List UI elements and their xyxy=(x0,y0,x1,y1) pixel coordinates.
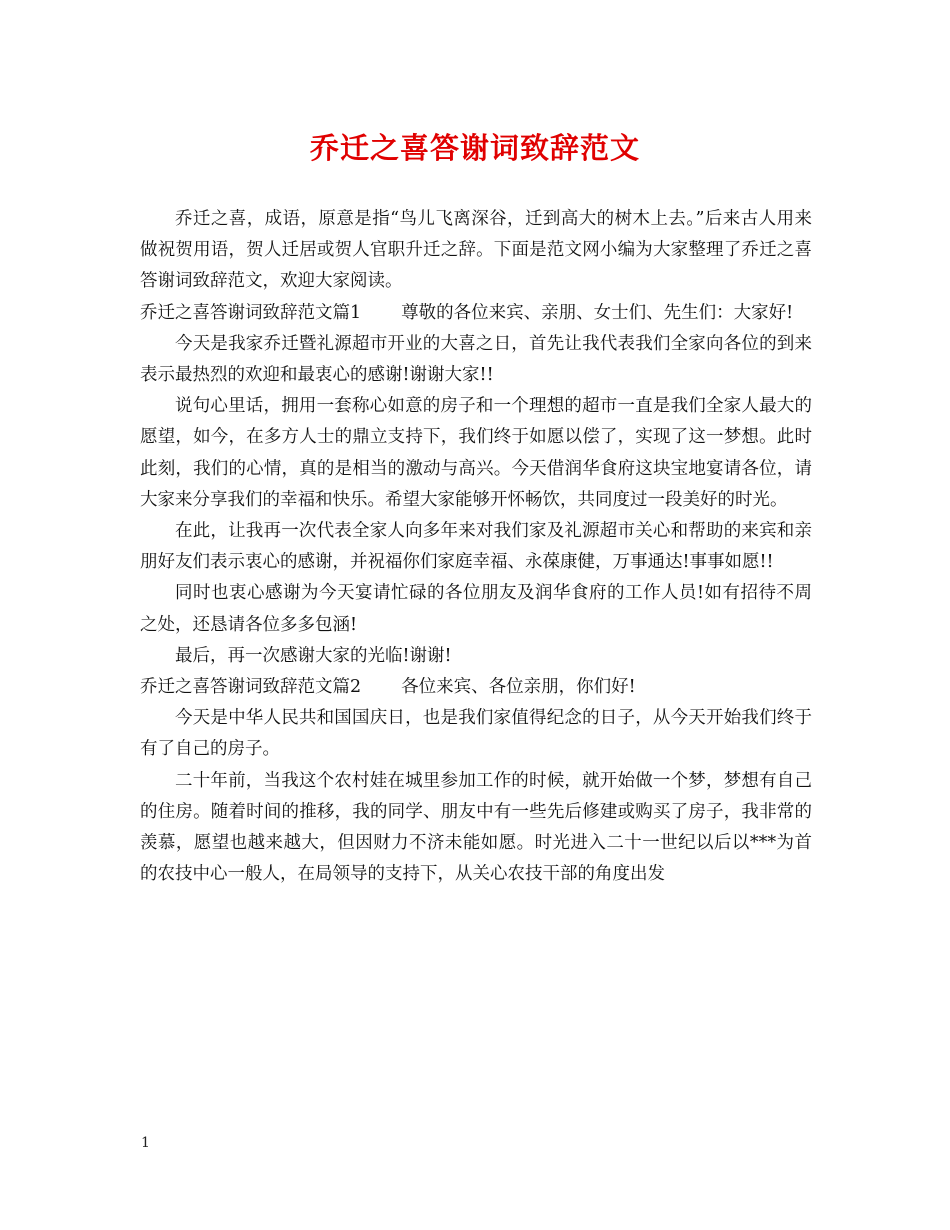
document-body xyxy=(140,204,812,890)
paragraph: 二十年前，当我这个农村娃在城里参加工作的时候，就开始做一个梦，梦想有自己的住房。随着时间的推移，我的同学、朋友中有一些先后修建或购买了房子，我非常的羡慕，愿望也越来越大，但因财力不济未能如愿。时光进入二十一世纪以后以***为首的农技中心一般人，在局领导的支持下，从关心农技干部的角度出发 xyxy=(140,770,812,885)
paragraph: 最后，再一次感谢大家的光临!谢谢! xyxy=(175,645,452,666)
paragraph: 在此，让我再一次代表全家人向多年来对我们家及礼源超市关心和帮助的来宾和亲朋好友们表示衷心的感谢，并祝福你们家庭幸福、永葆康健，万事通达!事事如愿!! xyxy=(140,521,812,573)
page-number: 1 xyxy=(141,1135,150,1151)
section-2-heading: 乔迁之喜答谢词致辞范文篇2 xyxy=(140,677,362,698)
paragraph: 说句心里话，拥用一套称心如意的房子和一个理想的超市一直是我们全家人最大的愿望，如今，在多方人士的鼎立支持下，我们终于如愿以偿了，实现了这一梦想。此时此刻，我们的心情，真的是相当的激动与高兴。今天借润华食府这块宝地宴请各位，请大家来分享我们的幸福和快乐。希望大家能够开怀畅饮，共同度过一段美好的时光。 xyxy=(140,396,812,510)
paragraph: 今天是中华人民共和国国庆日，也是我们家值得纪念的日子，从今天开始我们终于有了自己的房子。 xyxy=(140,708,812,760)
section-2-paragraph xyxy=(140,672,812,703)
document-title: 乔迁之喜答谢词致辞范文 xyxy=(309,131,640,165)
section-2-greeting: 各位来宾、各位亲朋，你们好! xyxy=(401,677,636,698)
paragraph-intro: 乔迁之喜，成语，原意是指“鸟儿飞离深谷，迁到高大的树木上去。”后来古人用来做祝贺用语，贺人迁居或贺人官职升迁之辞。下面是范文网小编为大家整理了乔迁之喜答谢词致辞范文，欢迎大家阅读。 xyxy=(140,209,812,292)
paragraph: 今天是我家乔迁暨礼源超市开业的大喜之日，首先让我代表我们全家向各位的到来表示最热烈的欢迎和最衷心的感谢!谢谢大家!! xyxy=(140,333,812,386)
section-1-greeting: 尊敬的各位来宾、亲朋、女士们、先生们：大家好! xyxy=(401,302,794,323)
paragraph: 同时也衷心感谢为今天宴请忙碌的各位朋友及润华食府的工作人员!如有招待不周之处，还恳请各位多多包涵! xyxy=(140,583,812,635)
section-1-paragraph xyxy=(140,298,812,329)
section-1-heading: 乔迁之喜答谢词致辞范文篇1 xyxy=(140,302,362,323)
